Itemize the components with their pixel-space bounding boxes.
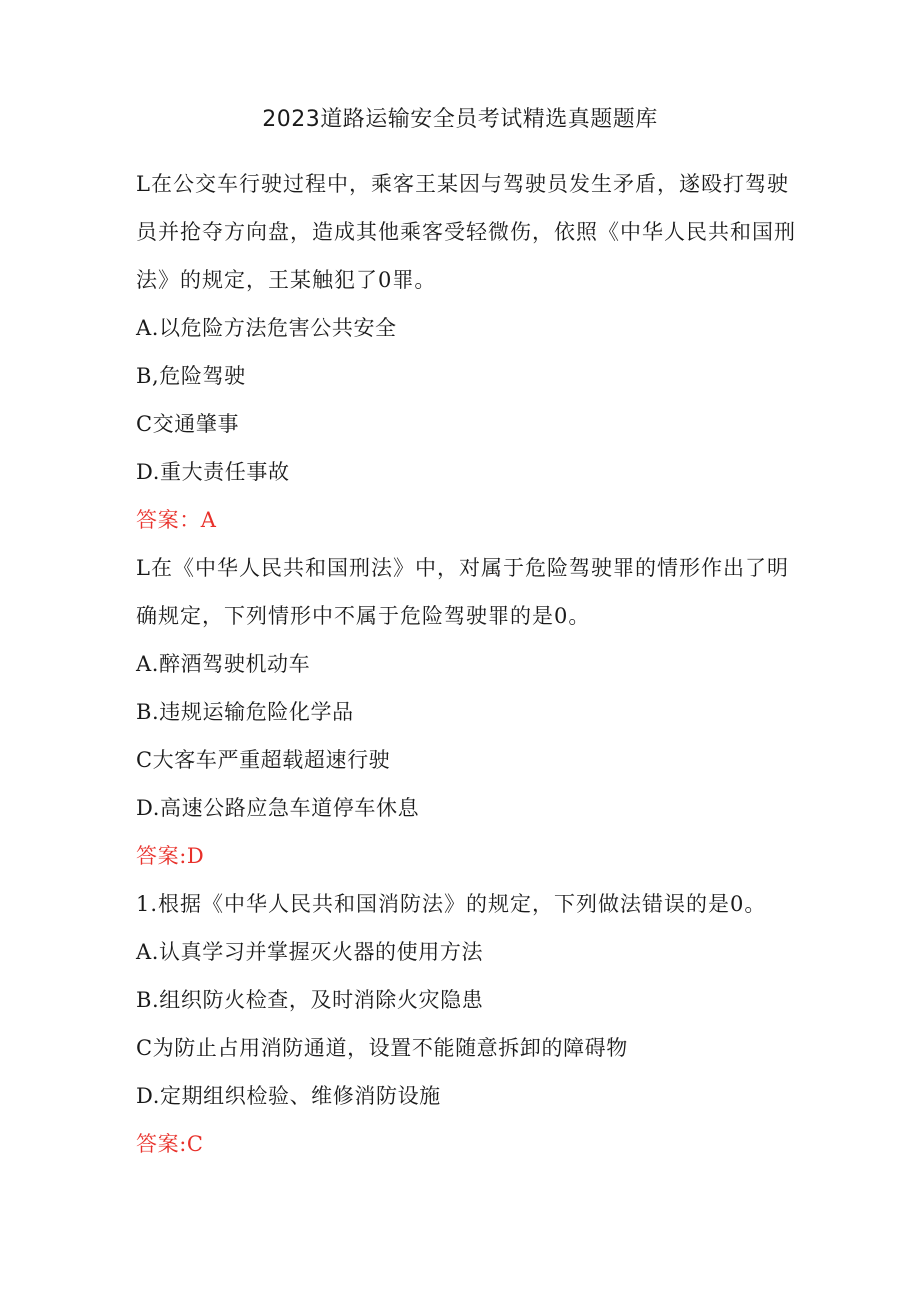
option-d: D.重大责任事故	[136, 460, 290, 484]
question-stem	[136, 544, 796, 640]
question-stem-line: 确规定，下列情形中不属于危险驾驶罪的是0。	[136, 604, 591, 628]
option-c: C为防止占用消防通道，设置不能随意拆卸的障碍物	[136, 1036, 628, 1060]
question-stem-line: L在《中华人民共和国刑法》中，对属于危险驾驶罪的情形作出了明	[136, 556, 789, 580]
question-stem-line: 员并抢夺方向盘，造成其他乘客受轻微伤，依照《中华人民共和国刑	[136, 220, 796, 244]
answer-label: 答案:D	[136, 844, 205, 868]
option-d: D.定期组织检验、维修消防设施	[136, 1084, 441, 1108]
question-stem-line: 1.根据《中华人民共和国消防法》的规定，下列做法错误的是0。	[136, 892, 767, 916]
option-b: B,危险驾驶	[136, 364, 246, 388]
question-list	[136, 160, 796, 1168]
question-2	[136, 544, 796, 880]
question-stem	[136, 880, 796, 928]
option-b: B.违规运输危险化学品	[136, 700, 354, 724]
option-a: A.以危险方法危害公共安全	[136, 316, 397, 340]
option-a: A.认真学习并掌握灭火器的使用方法	[136, 940, 484, 964]
option-d: D.高速公路应急车道停车休息	[136, 796, 420, 820]
answer-label: 答案:C	[136, 1132, 204, 1156]
option-c: C交通肇事	[136, 412, 240, 436]
question-stem	[136, 160, 796, 304]
option-a: A.醉酒驾驶机动车	[136, 652, 311, 676]
question-3	[136, 880, 796, 1168]
question-1	[136, 160, 796, 544]
question-stem-line: 法》的规定，王某触犯了0罪。	[136, 268, 437, 292]
answer-label: 答案：A	[136, 508, 217, 532]
option-b: B.组织防火检查，及时消除火灾隐患	[136, 988, 484, 1012]
document-title: 2023道路运输安全员考试精选真题题库	[262, 107, 658, 132]
option-c: C大客车严重超载超速行驶	[136, 748, 391, 772]
question-stem-line: L在公交车行驶过程中，乘客王某因与驾驶员发生矛盾，遂殴打驾驶	[136, 172, 789, 196]
